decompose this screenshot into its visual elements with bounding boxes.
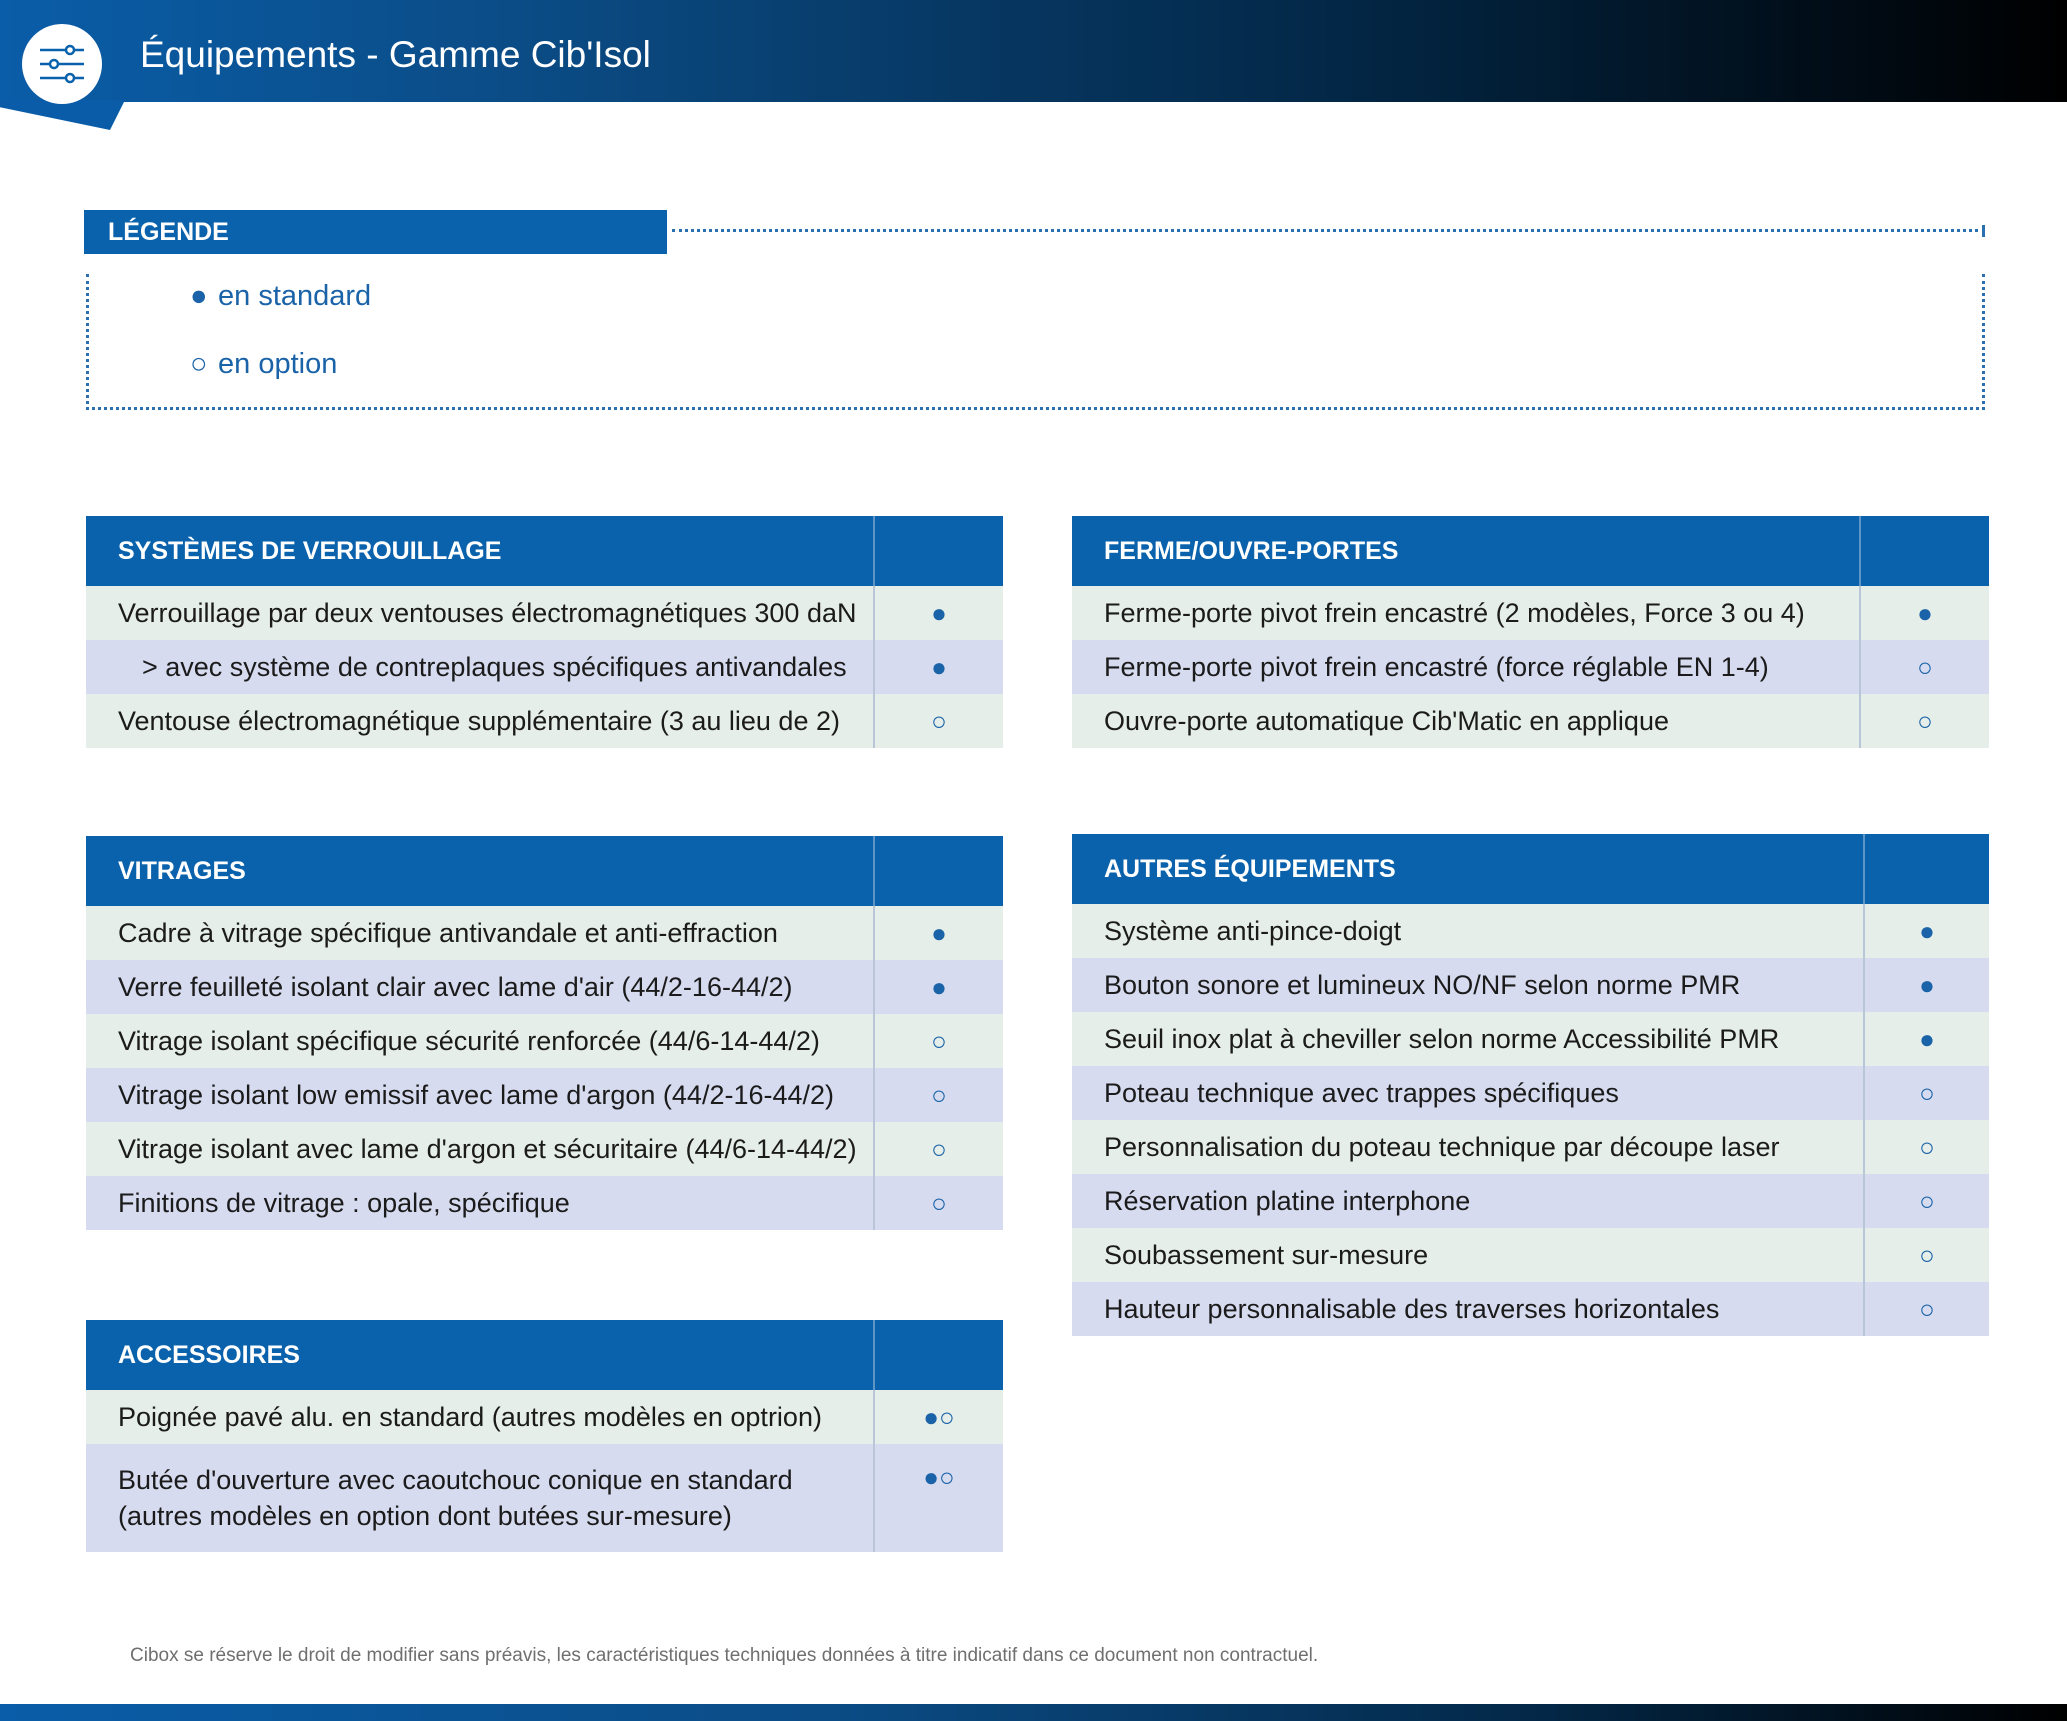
table-row: Ouvre-porte automatique Cib'Matic en applique ○ [1072,694,1989,748]
filled-dot-icon: ● [190,280,208,312]
table-row: Verrouillage par deux ventouses électromagnétiques 300 daN ● [86,586,1003,640]
table-row: Bouton sonore et lumineux NO/NF selon norme PMR ● [1072,958,1989,1012]
table-title: SYSTÈMES DE VERROUILLAGE [86,516,874,586]
table-title: VITRAGES [86,836,874,906]
legend-divider-cap [1982,225,1985,237]
table-row: Poignée pavé alu. en standard (autres modèles en optrion) ●○ [86,1390,1003,1444]
legend-item-option: ○ en option [190,348,338,380]
empty-dot-icon: ○ [190,348,208,380]
table-row: Réservation platine interphone ○ [1072,1174,1989,1228]
table-row: Vitrage isolant spécifique sécurité renforcée (44/6-14-44/2) ○ [86,1014,1003,1068]
table-row: Poteau technique avec trappes spécifiques ○ [1072,1066,1989,1120]
table-accessoires [86,1320,1003,1552]
legend-title: LÉGENDE [84,210,667,254]
table-row: Ferme-porte pivot frein encastré (force réglable EN 1-4) ○ [1072,640,1989,694]
table-row: Finitions de vitrage : opale, spécifique ○ [86,1176,1003,1230]
table-row: Personnalisation du poteau technique par découpe laser ○ [1072,1120,1989,1174]
legend-divider [672,229,1985,232]
table-row: Seuil inox plat à cheviller selon norme Accessibilité PMR ● [1072,1012,1989,1066]
table-verrouillage [86,516,1003,748]
table-row: Vitrage isolant low emissif avec lame d'argon (44/2-16-44/2) ○ [86,1068,1003,1122]
table-row: Système anti-pince-doigt ● [1072,904,1989,958]
legend-item-standard: ● en standard [190,280,372,312]
table-row: Ventouse électromagnétique supplémentaire (3 au lieu de 2) ○ [86,694,1003,748]
page-title: Équipements - Gamme Cib'Isol [140,34,651,75]
table-autres-equipements [1072,834,1989,1336]
header-tab [0,100,125,130]
table-title: FERME/OUVRE-PORTES [1072,516,1860,586]
sliders-icon [22,24,102,104]
table-ferme-ouvre-portes [1072,516,1989,748]
table-row: Ferme-porte pivot frein encastré (2 modèles, Force 3 ou 4) ● [1072,586,1989,640]
table-row: Verre feuilleté isolant clair avec lame d'air (44/2-16-44/2) ● [86,960,1003,1014]
table-row: Hauteur personnalisable des traverses horizontales ○ [1072,1282,1989,1336]
table-row: Cadre à vitrage spécifique antivandale et anti-effraction ● [86,906,1003,960]
table-title: ACCESSOIRES [86,1320,874,1390]
table-vitrages [86,836,1003,1230]
footer-bar [0,1704,2067,1721]
table-row: Vitrage isolant avec lame d'argon et sécuritaire (44/6-14-44/2) ○ [86,1122,1003,1176]
disclaimer: Cibox se réserve le droit de modifier sans préavis, les caractéristiques techniques données à titre indicatif dans ce document non contractuel. [130,1645,1319,1666]
table-row: Butée d'ouverture avec caoutchouc conique en standard (autres modèles en option dont butées sur-mesure) ●○ [86,1444,1003,1552]
table-row: > avec système de contreplaques spécifiques antivandales ● [86,640,1003,694]
table-row: Soubassement sur-mesure ○ [1072,1228,1989,1282]
table-title: AUTRES ÉQUIPEMENTS [1072,834,1864,904]
